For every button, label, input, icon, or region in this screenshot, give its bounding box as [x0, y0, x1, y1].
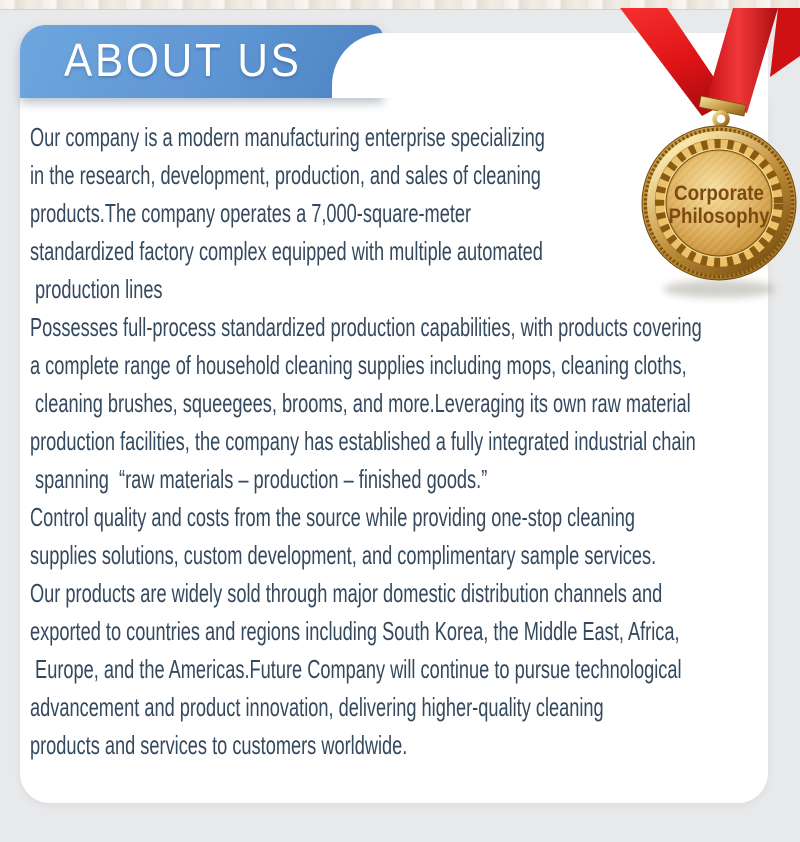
paragraph-line: exported to countries and regions including South Korea, the Middle East, Africa, — [30, 616, 680, 646]
paragraph-line: products and services to customers worldwide. — [30, 730, 408, 760]
paragraph-line: production lines — [30, 274, 163, 304]
paragraph-line: supplies solutions, custom development, and complimentary sample services. — [30, 540, 657, 570]
paragraph-line: standardized factory complex equipped with multiple automated — [30, 236, 543, 266]
about-us-banner — [20, 25, 383, 98]
section-title: ABOUT US — [64, 34, 302, 86]
paragraph-1 — [30, 118, 770, 308]
medal-label-line2: Philosophy — [668, 205, 770, 228]
paragraph-line: cleaning brushes, squeegees, brooms, and more.Leveraging its own raw material — [30, 388, 691, 418]
paragraph-line: Our products are widely sold through major domestic distribution channels and — [30, 578, 663, 608]
paragraph-line: production facilities, the company has established a fully integrated industrial chain — [30, 426, 696, 456]
paragraph-line: in the research, development, production, and sales of cleaning — [30, 160, 541, 190]
paragraph-2 — [30, 308, 770, 498]
paragraph-line: products.The company operates a 7,000-square-meter — [30, 198, 472, 228]
paragraph-line: a complete range of household cleaning supplies including mops, cleaning cloths, — [30, 350, 687, 380]
paragraph-line: Control quality and costs from the source while providing one-stop cleaning — [30, 502, 635, 532]
paragraph-line: Possesses full-process standardized production capabilities, with products covering — [30, 312, 702, 342]
medal-label-line1: Corporate — [674, 182, 764, 205]
paragraph-line: Europe, and the Americas.Future Company will continue to pursue technological — [30, 654, 682, 684]
about-text — [30, 118, 770, 764]
paragraph-line: advancement and product innovation, delivering higher-quality cleaning — [30, 692, 604, 722]
paragraph-line: Our company is a modern manufacturing enterprise specializing — [30, 122, 545, 152]
paragraph-line: spanning “raw materials – production – finished goods.” — [30, 464, 488, 494]
paragraph-3 — [30, 498, 770, 764]
